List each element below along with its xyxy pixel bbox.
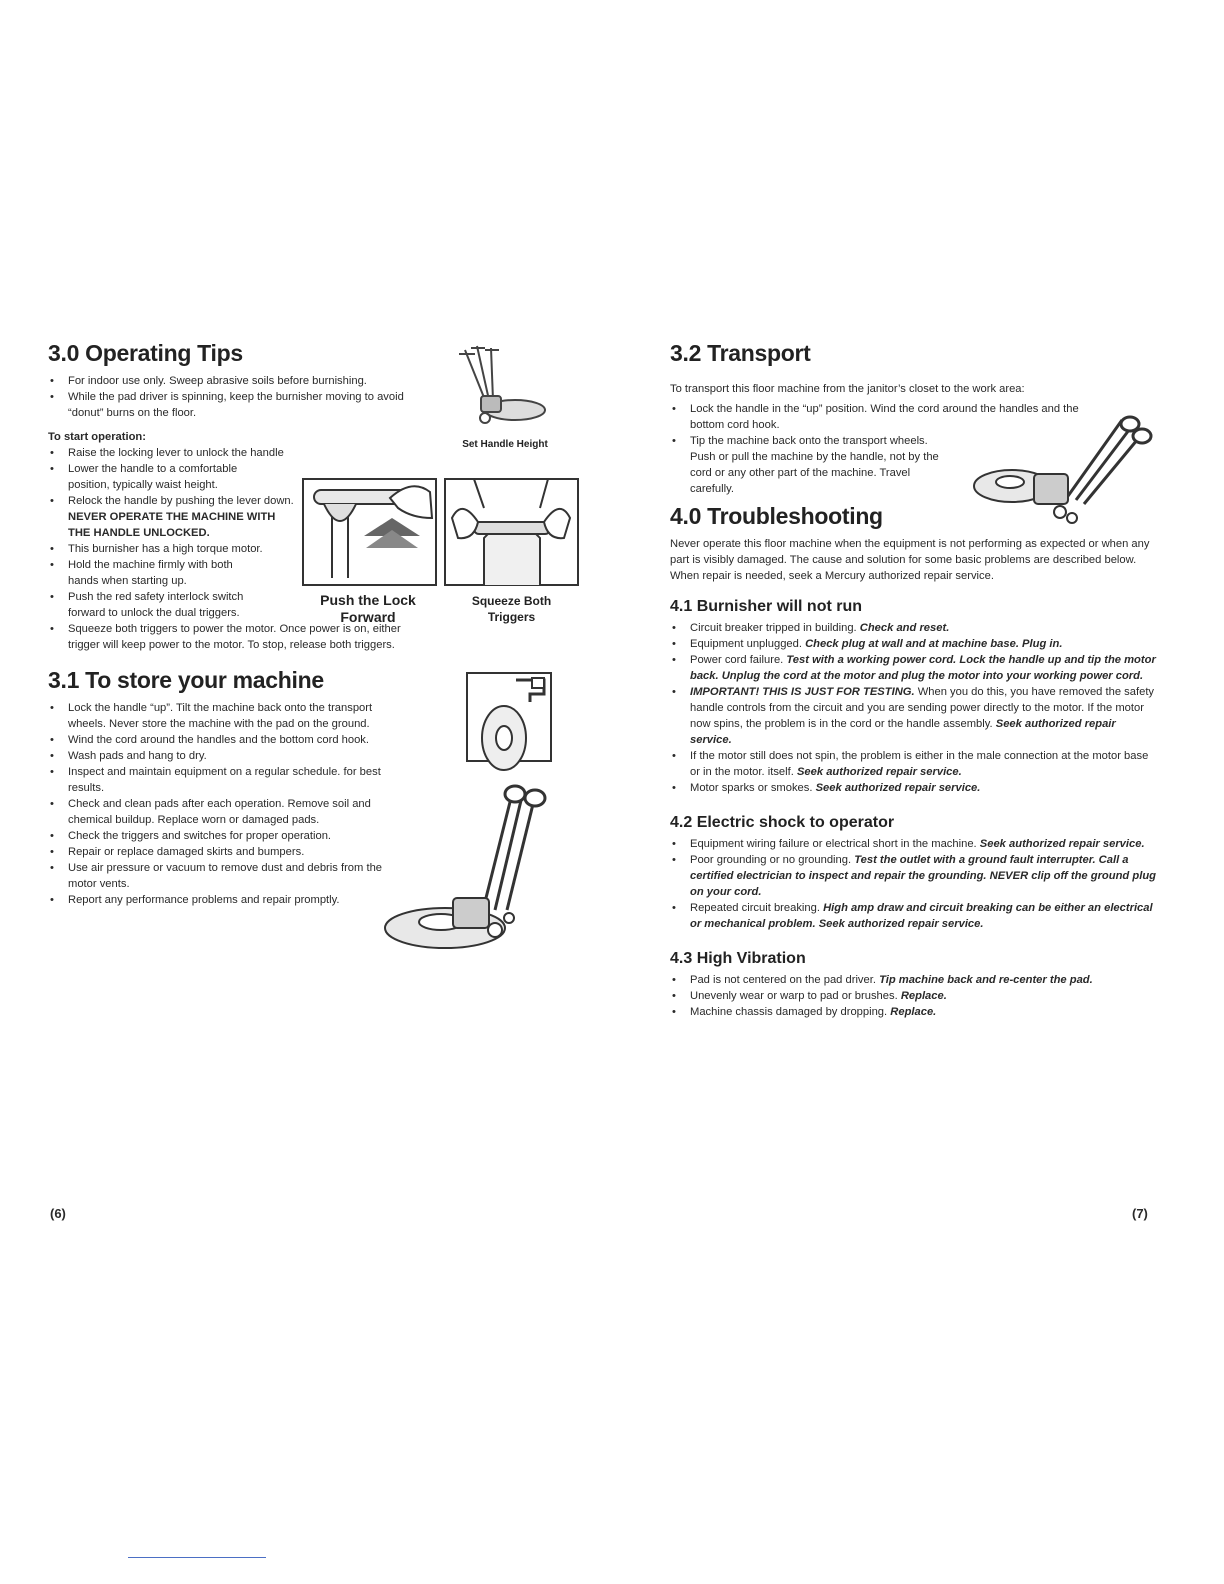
list-item: • If the motor still does not spin, the problem is either in the male connection at the motor base or in the motor. itself. Seek authorized repair service. [670, 748, 1158, 780]
list-item: • Wind the cord around the handles and the bottom cord hook. [48, 732, 388, 748]
footer-divider [128, 1557, 266, 1558]
list-item: • Motor sparks or smokes. Seek authorized repair service. [670, 780, 1158, 796]
store-machine-list [48, 700, 388, 908]
push-lock-illustration [302, 478, 437, 586]
burnisher-transport-illustration [972, 412, 1157, 530]
relock-warning: NEVER OPERATE THE MACHINE WITH THE HANDLE UNLOCKED. [68, 511, 276, 539]
section-4-0-title: 4.0 Troubleshooting [670, 503, 883, 529]
list-item: • Relock the handle by pushing the lever down. NEVER OPERATE THE MACHINE WITH THE HANDLE UNLOCKED. [48, 493, 298, 541]
list-item: • Report any performance problems and repair promptly. [48, 892, 388, 908]
list-item: • Tip the machine back onto the transport wheels. Push or pull the machine by the handle, not by the cord or any other part of the machine. Travel carefully. [670, 433, 955, 497]
section-3-0-title: 3.0 Operating Tips [48, 340, 243, 366]
electric-shock-list [670, 836, 1158, 932]
list-item: • Equipment wiring failure or electrical short in the machine. Seek authorized repair service. [670, 836, 1158, 852]
pad-drying-illustration [466, 672, 552, 772]
list-item: • Wash pads and hang to dry. [48, 748, 388, 764]
list-item: • Lock the handle “up”. Tilt the machine back onto the transport wheels. Never store the machine with the pad on the ground. [48, 700, 388, 732]
section-3-1-title: 3.1 To store your machine [48, 667, 324, 693]
list-item: • Poor grounding or no grounding. Test the outlet with a ground fault interrupter. Call a certified electrician to inspect and repair the grounding. NEVER clip off the ground plug on your cord. [670, 852, 1158, 900]
section-4-2-title: 4.2 Electric shock to operator [670, 814, 895, 831]
list-item: • Use air pressure or vacuum to remove dust and debris from the motor vents. [48, 860, 388, 892]
list-item: • Check and clean pads after each operation. Remove soil and chemical buildup. Replace worn or damaged pads. [48, 796, 388, 828]
push-lock-caption: Push the Lock Forward [320, 592, 416, 625]
list-item: • Lock the handle in the “up” position. Wind the cord around the handles and the bottom cord hook. [670, 401, 1080, 433]
list-item: • Inspect and maintain equipment on a regular schedule. for best results. [48, 764, 388, 796]
start-operation-list [48, 445, 298, 621]
list-item: • Circuit breaker tripped in building. Check and reset. [670, 620, 1158, 636]
list-item: • Raise the locking lever to unlock the handle [48, 445, 338, 461]
transport-intro: To transport this floor machine from the janitor’s closet to the work area: [670, 383, 1025, 395]
start-operation-label: To start operation: [48, 431, 146, 443]
troubleshooting-intro: Never operate this floor machine when the equipment is not performing as expected or when any part is visibly damaged. The cause and solution for some basic problems are described below. When repair is needed, seek a Mercury authorized repair service. [670, 538, 1150, 582]
will-not-run-list [670, 620, 1158, 796]
list-item: • Unevenly wear or warp to pad or brushes. Replace. [670, 988, 1158, 1004]
list-item: • Push the red safety interlock switch forward to unlock the dual triggers. [48, 589, 268, 621]
list-item: • Hold the machine firmly with both hands when starting up. [48, 557, 248, 589]
page-number-left: (6) [50, 1206, 66, 1221]
list-item: • Lower the handle to a comfortable position, typically waist height. [48, 461, 268, 493]
section-3-2-title: 3.2 Transport [670, 340, 811, 366]
list-item: • This burnisher has a high torque motor. [48, 541, 298, 557]
handle-height-illustration [445, 340, 555, 432]
list-item: • Machine chassis damaged by dropping. Replace. [670, 1004, 1158, 1020]
high-vibration-list [670, 972, 1158, 1020]
list-item: • Squeeze both triggers to power the motor. Once power is on, either trigger will keep power to the motor. To stop, release both triggers. [48, 621, 408, 653]
page-number-right: (7) [1132, 1206, 1148, 1221]
list-item: • Equipment unplugged. Check plug at wall and at machine base. Plug in. [670, 636, 1158, 652]
list-item: • For indoor use only. Sweep abrasive soils before burnishing. [48, 373, 438, 389]
list-item: • Pad is not centered on the pad driver. Tip machine back and re-center the pad. [670, 972, 1158, 988]
operating-tips-list [48, 373, 438, 421]
list-item: • While the pad driver is spinning, keep the burnisher moving to avoid “donut” burns on the floor. [48, 389, 438, 421]
set-handle-height-caption: Set Handle Height [462, 439, 548, 450]
list-item: • IMPORTANT! THIS IS JUST FOR TESTING. When you do this, you have removed the safety handle controls from the circuit and you are sending power directly to the motor. If the motor now spins, the problem is in the cord or the handle assembly. Seek authorized repair service. [670, 684, 1158, 748]
squeeze-triggers-illustration [444, 478, 579, 586]
section-4-1-title: 4.1 Burnisher will not run [670, 598, 863, 615]
section-4-3-title: 4.3 High Vibration [670, 950, 806, 967]
list-item: • Repair or replace damaged skirts and bumpers. [48, 844, 388, 860]
burnisher-stored-illustration [383, 780, 548, 956]
squeeze-triggers-caption: Squeeze Both Triggers [471, 594, 552, 624]
list-item: • Check the triggers and switches for proper operation. [48, 828, 388, 844]
list-item: • Power cord failure. Test with a working power cord. Lock the handle up and tip the motor back. Unplug the cord at the motor and plug the motor into your working power cord. [670, 652, 1158, 684]
list-item: • Repeated circuit breaking. High amp draw and circuit breaking can be either an electrical or mechanical problem. Seek authorized repair service. [670, 900, 1158, 932]
